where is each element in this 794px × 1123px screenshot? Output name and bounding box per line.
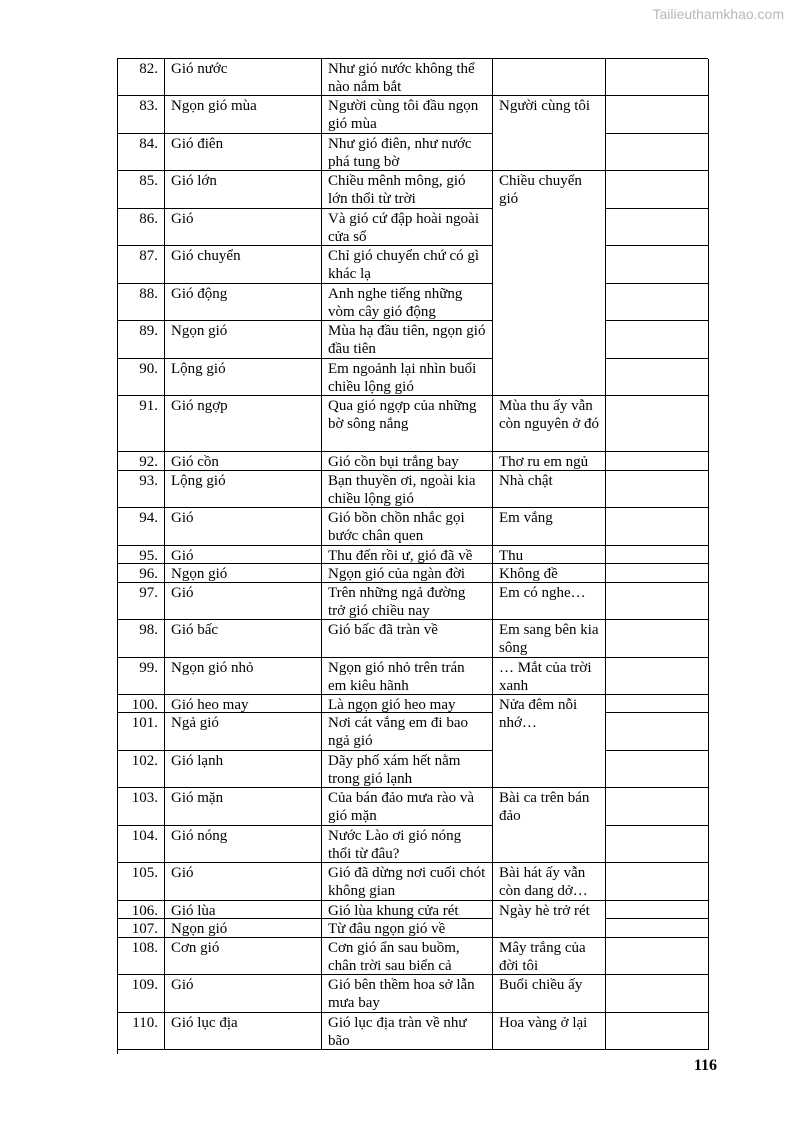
example-cell: Gió lùa khung cửa rét — [322, 901, 493, 919]
row-number: 92. — [118, 452, 165, 471]
poem-title-cell: Ngày hè trở rét — [493, 901, 606, 938]
poem-title-cell: Nhà chật — [493, 471, 606, 508]
row-number: 97. — [118, 583, 165, 620]
word-cell: Gió lùa — [165, 901, 322, 919]
notes-cell — [606, 583, 709, 620]
word-cell: Gió cồn — [165, 452, 322, 471]
word-cell: Lộng gió — [165, 471, 322, 508]
poem-title-cell: Bài ca trên bán đảo — [493, 788, 606, 863]
row-number: 100. — [118, 695, 165, 713]
example-cell: Người cùng tôi đầu ngọn gió mùa — [322, 96, 493, 134]
example-cell: Anh nghe tiếng những vòm cây gió động — [322, 284, 493, 321]
example-cell: Thu đến rồi ư, gió đã về — [322, 546, 493, 564]
watermark: Tailieuthamkhao.com — [652, 6, 784, 22]
notes-cell — [606, 209, 709, 246]
example-cell: Qua gió ngợp của những bờ sông nắng — [322, 396, 493, 452]
example-cell: Gió cồn bụi trắng bay — [322, 452, 493, 471]
example-cell: Như gió nước không thể nào nắm bắt — [322, 59, 493, 96]
poem-title-cell: … Mắt của trời xanh — [493, 658, 606, 695]
row-number: 91. — [118, 396, 165, 452]
example-cell: Mùa hạ đầu tiên, ngọn gió đầu tiên — [322, 321, 493, 359]
example-cell: Và gió cứ đập hoài ngoài cửa sổ — [322, 209, 493, 246]
example-cell: Gió bên thềm hoa sở lẫn mưa bay — [322, 975, 493, 1013]
row-number: 86. — [118, 209, 165, 246]
row-number: 82. — [118, 59, 165, 96]
row-number: 102. — [118, 751, 165, 788]
word-cell: Gió lục địa — [165, 1013, 322, 1050]
word-cell: Gió nước — [165, 59, 322, 96]
example-cell: Chỉ gió chuyển chứ có gì khác lạ — [322, 246, 493, 284]
word-cell: Ngọn gió — [165, 564, 322, 583]
word-cell: Cơn gió — [165, 938, 322, 975]
poem-title-cell — [493, 59, 606, 96]
example-cell: Là ngọn gió heo may — [322, 695, 493, 713]
word-cell: Gió động — [165, 284, 322, 321]
row-number: 93. — [118, 471, 165, 508]
notes-cell — [606, 975, 709, 1013]
word-cell: Gió bấc — [165, 620, 322, 658]
row-number: 106. — [118, 901, 165, 919]
notes-cell — [606, 134, 709, 171]
page-number: 116 — [693, 1057, 717, 1074]
word-cell: Gió — [165, 546, 322, 564]
row-number: 105. — [118, 863, 165, 901]
poem-title-cell: Thơ ru em ngủ — [493, 452, 606, 471]
row-number: 85. — [118, 171, 165, 209]
wind-vocabulary-table — [117, 58, 708, 1054]
row-number: 98. — [118, 620, 165, 658]
word-cell: Ngọn gió mùa — [165, 96, 322, 134]
word-cell: Ngọn gió — [165, 321, 322, 359]
poem-title-cell: Bài hát ấy vẫn còn dang dở… — [493, 863, 606, 901]
word-cell: Gió — [165, 508, 322, 546]
row-number: 95. — [118, 546, 165, 564]
notes-cell — [606, 321, 709, 359]
example-cell: Từ đâu ngọn gió về — [322, 919, 493, 938]
row-number: 108. — [118, 938, 165, 975]
example-cell: Gió bồn chồn nhắc gọi bước chân quen — [322, 508, 493, 546]
example-cell: Ngọn gió của ngàn đời — [322, 564, 493, 583]
notes-cell — [606, 508, 709, 546]
notes-cell — [606, 658, 709, 695]
word-cell: Ngọn gió nhỏ — [165, 658, 322, 695]
word-cell: Ngọn gió — [165, 919, 322, 938]
notes-cell — [606, 564, 709, 583]
example-cell: Chiều mênh mông, gió lớn thổi từ trời — [322, 171, 493, 209]
notes-cell — [606, 938, 709, 975]
notes-cell — [606, 246, 709, 284]
row-number: 109. — [118, 975, 165, 1013]
row-number: 107. — [118, 919, 165, 938]
poem-title-cell: Mây trắng của đời tôi — [493, 938, 606, 975]
row-number: 84. — [118, 134, 165, 171]
word-cell: Gió ngợp — [165, 396, 322, 452]
notes-cell — [606, 620, 709, 658]
notes-cell — [606, 396, 709, 452]
word-cell: Gió lớn — [165, 171, 322, 209]
word-cell: Gió nóng — [165, 826, 322, 863]
poem-title-cell: Không đề — [493, 564, 606, 583]
word-cell: Gió — [165, 975, 322, 1013]
poem-title-cell: Em vắng — [493, 508, 606, 546]
row-number: 87. — [118, 246, 165, 284]
row-number: 104. — [118, 826, 165, 863]
word-cell: Gió lạnh — [165, 751, 322, 788]
example-cell: Gió lục địa tràn về như bão — [322, 1013, 493, 1050]
word-cell: Ngả gió — [165, 713, 322, 751]
notes-cell — [606, 1013, 709, 1050]
poem-title-cell: Người cùng tôi — [493, 96, 606, 171]
poem-title-cell: Thu — [493, 546, 606, 564]
poem-title-cell: Hoa vàng ở lại — [493, 1013, 606, 1050]
notes-cell — [606, 901, 709, 919]
notes-cell — [606, 546, 709, 564]
poem-title-cell: Mùa thu ấy vẫn còn nguyên ở đó — [493, 396, 606, 452]
example-cell: Của bán đảo mưa rào và gió mặn — [322, 788, 493, 826]
word-cell: Gió heo may — [165, 695, 322, 713]
word-cell: Gió điên — [165, 134, 322, 171]
row-number: 110. — [118, 1013, 165, 1050]
row-number: 99. — [118, 658, 165, 695]
row-number: 94. — [118, 508, 165, 546]
example-cell: Trên những ngả đường trở gió chiều nay — [322, 583, 493, 620]
example-cell: Gió đã dừng nơi cuối chót không gian — [322, 863, 493, 901]
notes-cell — [606, 826, 709, 863]
example-cell: Cơn gió ẩn sau buồm, chân trời sau biển cả — [322, 938, 493, 975]
word-cell: Gió mặn — [165, 788, 322, 826]
example-cell: Dãy phố xám hết nằm trong gió lạnh — [322, 751, 493, 788]
row-number: 83. — [118, 96, 165, 134]
notes-cell — [606, 96, 709, 134]
notes-cell — [606, 284, 709, 321]
poem-title-cell: Buổi chiều ấy — [493, 975, 606, 1013]
word-cell: Gió — [165, 863, 322, 901]
example-cell: Em ngoảnh lại nhìn buổi chiều lộng gió — [322, 359, 493, 396]
row-number: 101. — [118, 713, 165, 751]
example-cell: Gió bấc đã tràn về — [322, 620, 493, 658]
notes-cell — [606, 171, 709, 209]
word-cell: Gió — [165, 583, 322, 620]
notes-cell — [606, 695, 709, 713]
poem-title-cell: Nửa đêm nỗi nhớ… — [493, 695, 606, 788]
poem-title-cell: Em sang bên kia sông — [493, 620, 606, 658]
example-cell: Nước Lào ơi gió nóng thổi từ đâu? — [322, 826, 493, 863]
notes-cell — [606, 713, 709, 751]
poem-title-cell: Chiều chuyển gió — [493, 171, 606, 396]
example-cell: Nơi cát vắng em đi bao ngả gió — [322, 713, 493, 751]
notes-cell — [606, 359, 709, 396]
notes-cell — [606, 751, 709, 788]
row-number: 89. — [118, 321, 165, 359]
notes-cell — [606, 788, 709, 826]
row-number: 103. — [118, 788, 165, 826]
notes-cell — [606, 919, 709, 938]
word-cell: Lộng gió — [165, 359, 322, 396]
example-cell: Như gió điên, như nước phá tung bờ — [322, 134, 493, 171]
row-number: 88. — [118, 284, 165, 321]
notes-cell — [606, 59, 709, 96]
word-cell: Gió — [165, 209, 322, 246]
notes-cell — [606, 452, 709, 471]
poem-title-cell: Em có nghe… — [493, 583, 606, 620]
example-cell: Ngọn gió nhỏ trên trán em kiêu hãnh — [322, 658, 493, 695]
example-cell: Bạn thuyền ơi, ngoài kia chiều lộng gió — [322, 471, 493, 508]
word-cell: Gió chuyển — [165, 246, 322, 284]
row-number: 96. — [118, 564, 165, 583]
notes-cell — [606, 863, 709, 901]
row-number: 90. — [118, 359, 165, 396]
notes-cell — [606, 471, 709, 508]
